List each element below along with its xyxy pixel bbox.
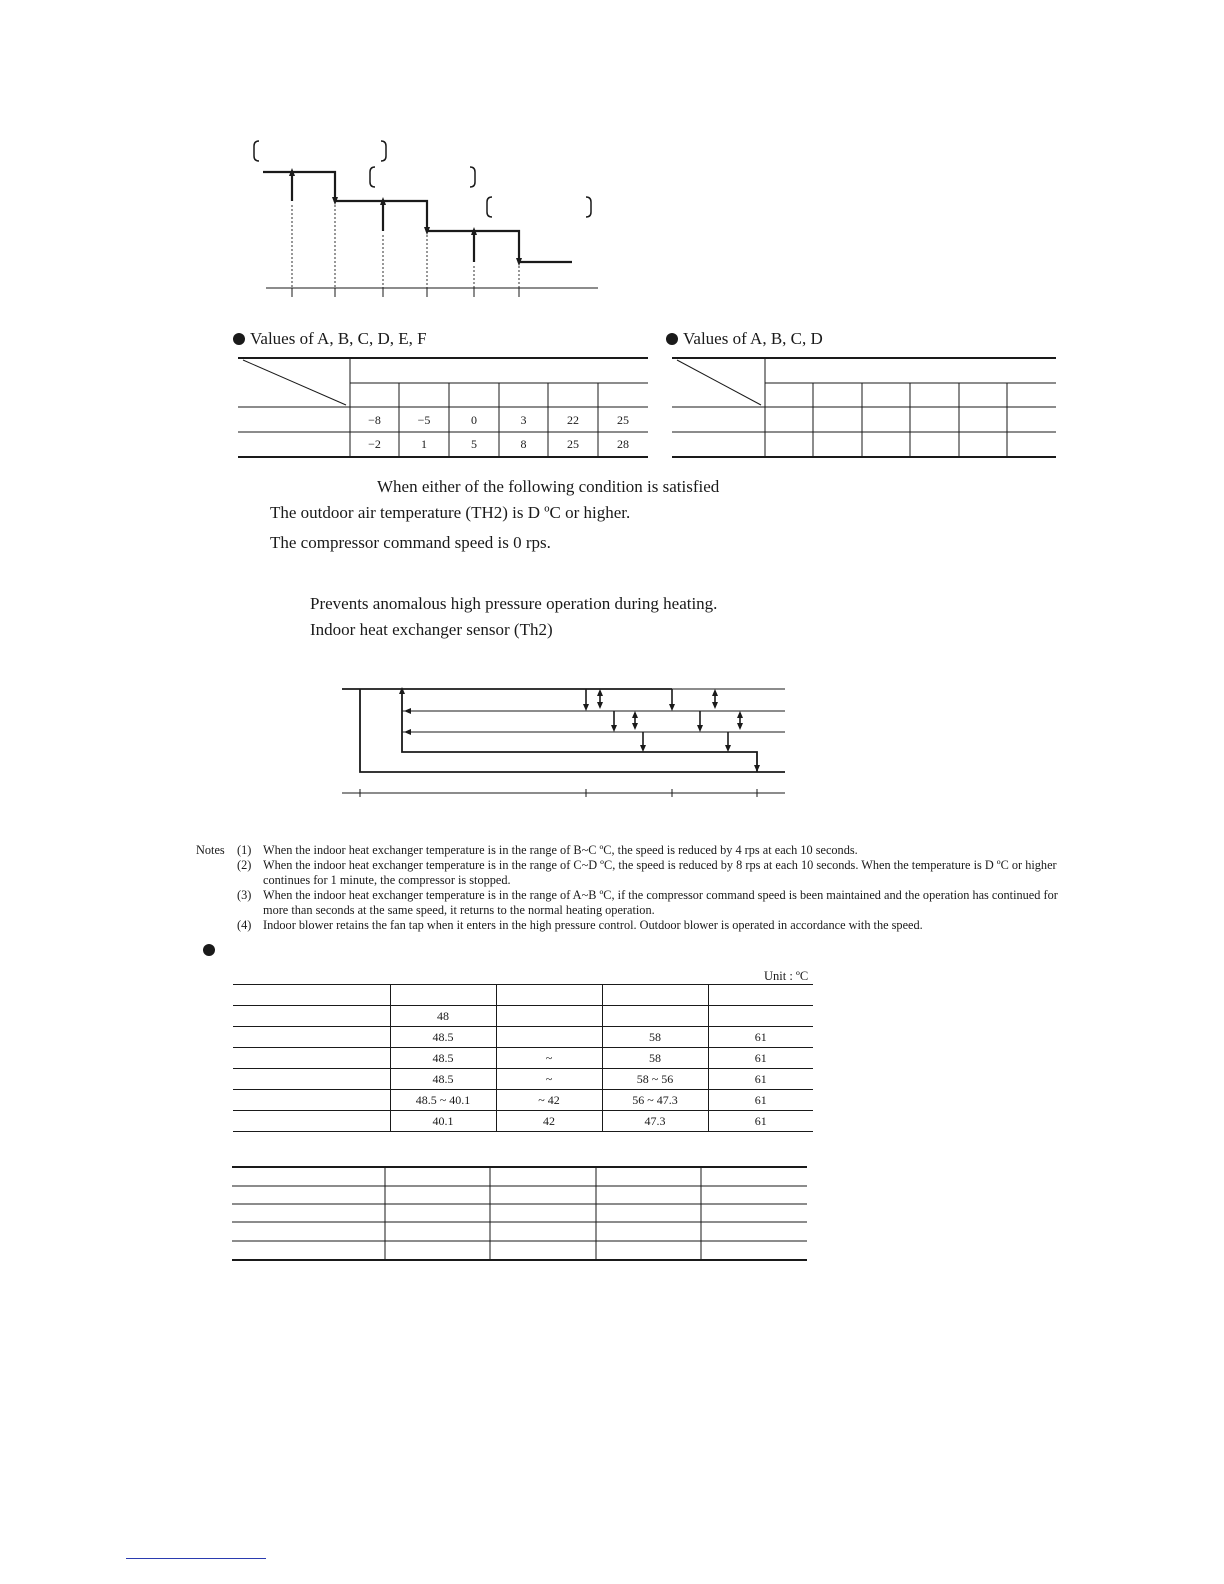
table-cell: ~ [496,1069,602,1090]
table-cell: 8 [520,436,527,451]
table-cell: ~ [496,1048,602,1069]
table-cell: 61 [708,1111,813,1132]
notes-label: Notes [196,843,225,857]
table-cell: −8 [368,412,381,427]
table-cell: 48.5 ~ 40.1 [390,1090,496,1111]
table-cell: 61 [708,1027,813,1048]
table-cell: −5 [417,412,431,427]
table-cell: 42 [496,1111,602,1132]
conditions-intro: When either of the following condition is satisfied [377,477,720,496]
note-text: When the indoor heat exchanger temperature is in the range of B~C ºC, the speed is reduced by 4 rps at each 10 seconds. [263,843,858,857]
table-cell: 48.5 [390,1027,496,1048]
table-cell: 25 [617,412,629,427]
table-cell: 61 [708,1069,813,1090]
table-cell: 58 [602,1048,708,1069]
table-cell: 25 [567,436,579,451]
condition-item: The outdoor air temperature (TH2) is D ºC or higher. [270,503,631,522]
table-cell: 56 ~ 47.3 [602,1090,708,1111]
note-number: (1) [237,843,252,857]
table-cell: 48 [390,1006,496,1027]
table-cell: −2 [368,436,381,451]
table-cell: ~ 42 [496,1090,602,1111]
table-cell: 3 [520,412,527,427]
table-cell: 48.5 [390,1048,496,1069]
sensor-text: Indoor heat exchanger sensor (Th2) [310,620,553,639]
note-text: When the indoor heat exchanger temperature is in the range of A~B ºC, if the compressor command speed is been maintained and the operation has continued for more than seconds at the same speed, it returns to the normal heating operation. [263,888,1058,917]
footer-link-rule [126,1558,266,1559]
condition-item: The compressor command speed is 0 rps. [270,533,551,552]
note-number: (4) [237,918,252,932]
table-cell: 61 [708,1090,813,1111]
table-cell: 58 ~ 56 [602,1069,708,1090]
unit-label: Unit : ºC [764,969,809,983]
values-heading-right: Values of A, B, C, D [666,329,823,349]
note-text: Indoor blower retains the fan tap when it enters in the high pressure control. Outdoor blower is operated in accordance with the speed. [263,918,923,932]
table-cell: 22 [567,412,579,427]
values-heading-left: Values of A, B, C, D, E, F [233,329,427,349]
note-number: (3) [237,888,252,902]
purpose-text: Prevents anomalous high pressure operation during heating. [310,594,718,613]
table-cell: 28 [617,436,629,451]
table-cell: 58 [602,1027,708,1048]
table-cell: 47.3 [602,1111,708,1132]
note-number: (2) [237,858,252,872]
table-cell: 5 [471,436,477,451]
table-cell: 61 [708,1048,813,1069]
note-text: When the indoor heat exchanger temperature is in the range of C~D ºC, the speed is reduced by 8 rps at each 10 seconds. When the temperature is D ºC or higher continues for 1 minute, the compressor is stopped. [263,858,1057,887]
table-cell: 1 [421,436,427,451]
table-cell: 48.5 [390,1069,496,1090]
table-cell: 40.1 [390,1111,496,1132]
table-cell: 0 [471,412,477,427]
